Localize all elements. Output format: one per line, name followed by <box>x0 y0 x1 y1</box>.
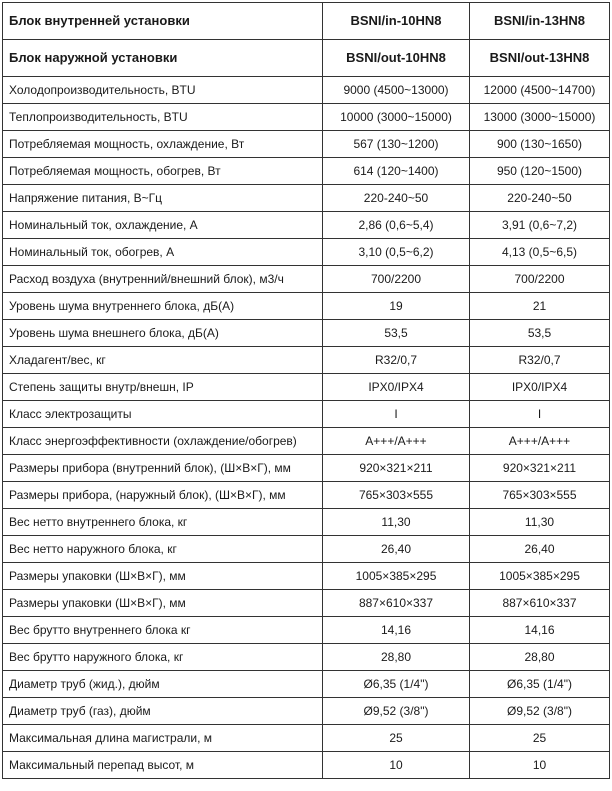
parameter-label: Потребляемая мощность, охлаждение, Вт <box>3 131 323 158</box>
parameter-label: Теплопроизводительность, BTU <box>3 104 323 131</box>
model-1-value: 887×610×337 <box>323 590 470 617</box>
model-1-value: 1005×385×295 <box>323 563 470 590</box>
parameter-label: Расход воздуха (внутренний/внешний блок), м3/ч <box>3 266 323 293</box>
table-row <box>3 77 610 104</box>
model-1-value: 19 <box>323 293 470 320</box>
table-row <box>3 428 610 455</box>
model-2-value: 950 (120~1500) <box>470 158 610 185</box>
model-2-value: Ø9,52 (3/8") <box>470 698 610 725</box>
model-1-value: 2,86 (0,6~5,4) <box>323 212 470 239</box>
table-row <box>3 293 610 320</box>
model-1-value: Ø6,35 (1/4") <box>323 671 470 698</box>
parameter-label: Диаметр труб (жид.), дюйм <box>3 671 323 698</box>
model-2-value: 21 <box>470 293 610 320</box>
model-2-value: 14,16 <box>470 617 610 644</box>
model-1-value: 11,30 <box>323 509 470 536</box>
indoor-unit-label: Блок внутренней установки <box>3 3 323 40</box>
model-2-value: А+++/А+++ <box>470 428 610 455</box>
model-2-value: Ø6,35 (1/4") <box>470 671 610 698</box>
model-1-value: 14,16 <box>323 617 470 644</box>
parameter-label: Холодопроизводительность, BTU <box>3 77 323 104</box>
model-1-value: 10000 (3000~15000) <box>323 104 470 131</box>
parameter-label: Размеры упаковки (Ш×В×Г), мм <box>3 590 323 617</box>
model-2-value: 887×610×337 <box>470 590 610 617</box>
table-row <box>3 752 610 779</box>
model-2-value: 3,91 (0,6~7,2) <box>470 212 610 239</box>
indoor-model-2: BSNI/in-13HN8 <box>470 3 610 40</box>
table-row <box>3 158 610 185</box>
model-1-value: 53,5 <box>323 320 470 347</box>
model-2-value: 13000 (3000~15000) <box>470 104 610 131</box>
model-1-value: Ø9,52 (3/8") <box>323 698 470 725</box>
outdoor-model-2: BSNI/out-13HN8 <box>470 40 610 77</box>
parameter-label: Вес нетто внутреннего блока, кг <box>3 509 323 536</box>
model-1-value: А+++/А+++ <box>323 428 470 455</box>
parameter-label: Вес брутто внутреннего блока кг <box>3 617 323 644</box>
parameter-label: Вес нетто наружного блока, кг <box>3 536 323 563</box>
model-2-value: R32/0,7 <box>470 347 610 374</box>
model-2-value: 900 (130~1650) <box>470 131 610 158</box>
table-row <box>3 509 610 536</box>
model-2-value: 700/2200 <box>470 266 610 293</box>
model-1-value: 700/2200 <box>323 266 470 293</box>
model-2-value: 25 <box>470 725 610 752</box>
table-row <box>3 725 610 752</box>
table-row <box>3 536 610 563</box>
parameter-label: Номинальный ток, обогрев, А <box>3 239 323 266</box>
parameter-label: Диаметр труб (газ), дюйм <box>3 698 323 725</box>
table-row <box>3 563 610 590</box>
table-row <box>3 455 610 482</box>
table-row <box>3 347 610 374</box>
model-1-value: 3,10 (0,5~6,2) <box>323 239 470 266</box>
table-row <box>3 590 610 617</box>
parameter-label: Размеры упаковки (Ш×В×Г), мм <box>3 563 323 590</box>
parameter-label: Класс энергоэффективности (охлаждение/обогрев) <box>3 428 323 455</box>
model-1-value: I <box>323 401 470 428</box>
table-row <box>3 212 610 239</box>
table-row <box>3 320 610 347</box>
table-row <box>3 239 610 266</box>
model-1-value: IPX0/IPX4 <box>323 374 470 401</box>
model-1-value: 10 <box>323 752 470 779</box>
parameter-label: Напряжение питания, В~Гц <box>3 185 323 212</box>
spec-table-body <box>3 3 610 779</box>
table-row <box>3 482 610 509</box>
model-2-value: 10 <box>470 752 610 779</box>
parameter-label: Хладагент/вес, кг <box>3 347 323 374</box>
model-2-value: 4,13 (0,5~6,5) <box>470 239 610 266</box>
table-row <box>3 671 610 698</box>
model-2-value: 765×303×555 <box>470 482 610 509</box>
parameter-label: Уровень шума внутреннего блока, дБ(А) <box>3 293 323 320</box>
parameter-label: Степень защиты внутр/внешн, IP <box>3 374 323 401</box>
indoor-model-1: BSNI/in-10HN8 <box>323 3 470 40</box>
model-1-value: 220-240~50 <box>323 185 470 212</box>
spec-table <box>2 2 610 779</box>
parameter-label: Максимальный перепад высот, м <box>3 752 323 779</box>
model-2-value: 1005×385×295 <box>470 563 610 590</box>
table-row <box>3 266 610 293</box>
model-2-value: 53,5 <box>470 320 610 347</box>
table-row <box>3 104 610 131</box>
model-1-value: 26,40 <box>323 536 470 563</box>
model-1-value: 765×303×555 <box>323 482 470 509</box>
model-1-value: 567 (130~1200) <box>323 131 470 158</box>
model-2-value: 26,40 <box>470 536 610 563</box>
table-row <box>3 644 610 671</box>
table-row <box>3 131 610 158</box>
header-row-indoor <box>3 3 610 40</box>
model-2-value: 12000 (4500~14700) <box>470 77 610 104</box>
model-2-value: 28,80 <box>470 644 610 671</box>
model-1-value: R32/0,7 <box>323 347 470 374</box>
model-2-value: 220-240~50 <box>470 185 610 212</box>
table-row <box>3 185 610 212</box>
table-row <box>3 401 610 428</box>
table-row <box>3 374 610 401</box>
header-row-outdoor <box>3 40 610 77</box>
model-1-value: 28,80 <box>323 644 470 671</box>
model-1-value: 25 <box>323 725 470 752</box>
parameter-label: Вес брутто наружного блока, кг <box>3 644 323 671</box>
model-1-value: 614 (120~1400) <box>323 158 470 185</box>
parameter-label: Уровень шума внешнего блока, дБ(А) <box>3 320 323 347</box>
table-row <box>3 617 610 644</box>
table-row <box>3 698 610 725</box>
model-2-value: IPX0/IPX4 <box>470 374 610 401</box>
model-2-value: 920×321×211 <box>470 455 610 482</box>
model-2-value: I <box>470 401 610 428</box>
model-1-value: 9000 (4500~13000) <box>323 77 470 104</box>
model-1-value: 920×321×211 <box>323 455 470 482</box>
model-2-value: 11,30 <box>470 509 610 536</box>
parameter-label: Потребляемая мощность, обогрев, Вт <box>3 158 323 185</box>
parameter-label: Номинальный ток, охлаждение, А <box>3 212 323 239</box>
parameter-label: Класс электрозащиты <box>3 401 323 428</box>
outdoor-model-1: BSNI/out-10HN8 <box>323 40 470 77</box>
parameter-label: Максимальная длина магистрали, м <box>3 725 323 752</box>
parameter-label: Размеры прибора (внутренний блок), (Ш×В×Г), мм <box>3 455 323 482</box>
outdoor-unit-label: Блок наружной установки <box>3 40 323 77</box>
parameter-label: Размеры прибора, (наружный блок), (Ш×В×Г), мм <box>3 482 323 509</box>
